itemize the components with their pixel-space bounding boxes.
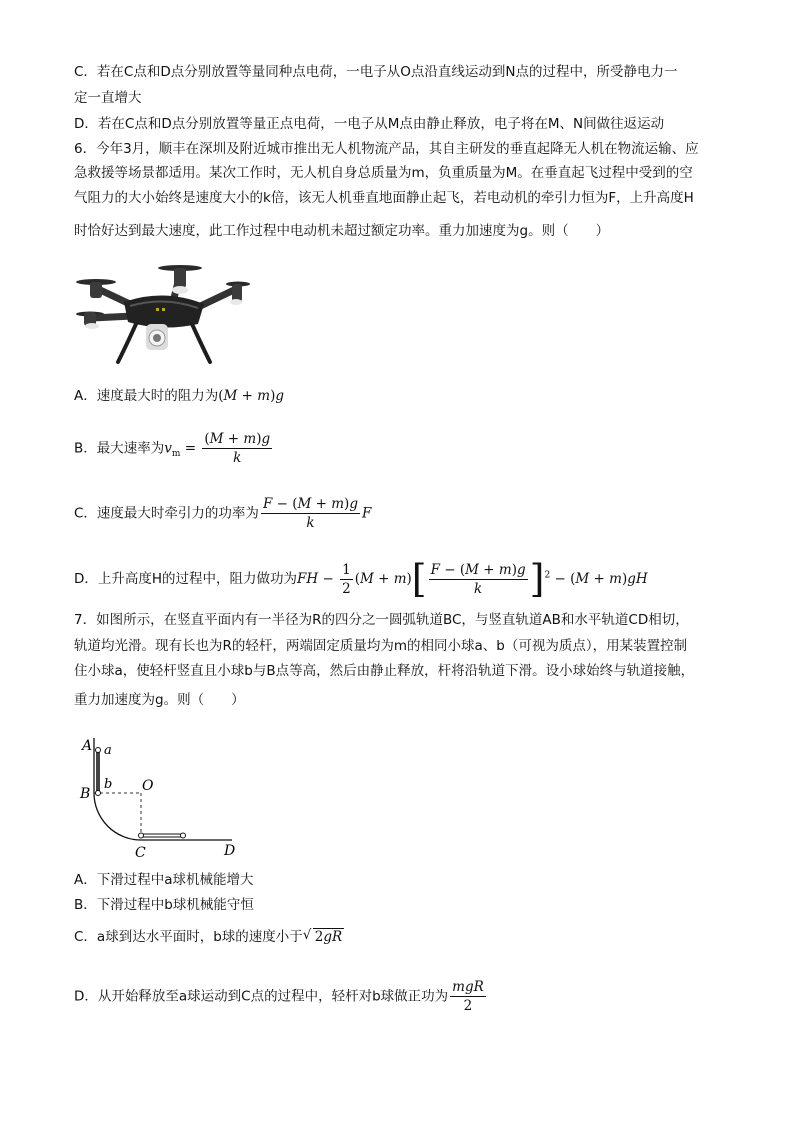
q6-option-a: A．速度最大时的阻力为(M + m)g xyxy=(74,388,285,404)
q6-option-a-label: A．速度最大时的阻力为 xyxy=(74,388,219,404)
label-B: B xyxy=(80,786,91,802)
q5-option-c-line1: C．若在C点和D点分别放置等量同种点电荷，一电子从O点沿直线运动到N点的过程中，所受静电力一 xyxy=(74,64,678,80)
q7-option-c-sqrt: √ 2gR xyxy=(302,927,343,945)
q5-option-d: D．若在C点和D点分别放置等量正点电荷，一电子从M点由静止释放，电子将在M、N间做往返运动 xyxy=(74,116,665,132)
q6-option-c-label: C．速度最大时牵引力的功率为 xyxy=(74,505,259,522)
q7-stem-line4: 重力加速度为g。则（ ） xyxy=(74,692,245,708)
q7-stem-line3: 住小球a，使轻杆竖直且小球b与B点等高，然后由静止释放，杆将沿轨道下滑。设小球始终与轨道接触， xyxy=(74,663,695,679)
q7-option-b: B．下滑过程中b球机械能守恒 xyxy=(74,897,254,913)
q6-option-c-fraction: $\frac{F - (M + m)g}{k}$ xyxy=(262,496,358,531)
drone-photo-icon xyxy=(74,258,250,370)
q7-option-a: A．下滑过程中a球机械能增大 xyxy=(74,872,254,888)
q7-option-c-label: C．a球到达水平面时，b球的速度小于 xyxy=(74,929,303,945)
q6-stem-line1: 6．今年3月，顺丰在深圳及附近城市推出无人机物流产品，其自主研发的垂直起降无人机在物流运输、应 xyxy=(74,141,699,157)
q6-option-b: B．最大速率为$v_m$ = $\frac{(M + m)g}{k}$ xyxy=(74,431,271,466)
q7-option-c xyxy=(74,927,344,947)
q7-option-d-label: D．从开始释放至a球运动到C点的过程中，轻杆对b球做正功为 xyxy=(74,988,449,1005)
label-A: A xyxy=(82,738,93,754)
label-a: a xyxy=(104,743,112,758)
q5-option-c-line2: 定一直增大 xyxy=(74,90,142,106)
track-diagram xyxy=(78,730,248,862)
label-C: C xyxy=(135,845,146,861)
q6-stem-line2: 急救援等场景都适用。某次工作时，无人机自身总质量为m，负重质量为M。在垂直起飞过程中受到的空 xyxy=(74,165,693,181)
q6-stem-line3: 气阻力的大小始终是速度大小的k倍，该无人机垂直地面静止起飞，若电动机的牵引力恒为F，上升高度H xyxy=(74,190,694,206)
q7-stem-line1: 7．如图所示，在竖直平面内有一半径为R的四分之一圆弧轨道BC，与竖直轨道AB和水平轨道CD相切， xyxy=(74,612,689,628)
q7-option-d xyxy=(74,978,488,1015)
q6-option-d-label: D．上升高度H的过程中，阻力做功为 xyxy=(74,571,298,587)
q6-option-b-label: B．最大速率为 xyxy=(74,440,165,457)
q6-option-b-fraction: $\frac{(M + m)g}{k}$ xyxy=(204,431,271,466)
q6-option-c: C．速度最大时牵引力的功率为 $\frac{F - (M + m)g}{k}$ F xyxy=(74,496,372,531)
label-O: O xyxy=(142,778,154,794)
q6-option-d: D．上升高度H的过程中，阻力做功为FH − $\frac{1}{2}$ (M + m)[ $\frac{F - (M + m)g}{k}$ ]$^2$ − (M + m)gH xyxy=(74,557,648,601)
q7-option-d-fraction: $\frac{\text{mgR}}{2}$ xyxy=(452,979,484,1014)
q7-stem-line2: 轨道均光滑。现有长也为R的轻杆，两端固定质量均为m的相同小球a、b（可视为质点），用某装置控制 xyxy=(74,638,688,654)
label-D: D xyxy=(224,843,236,859)
label-b: b xyxy=(104,777,113,792)
q6-stem-line4: 时恰好达到最大速度，此工作过程中电动机未超过额定功率。重力加速度为g。则（ ） xyxy=(74,223,610,239)
